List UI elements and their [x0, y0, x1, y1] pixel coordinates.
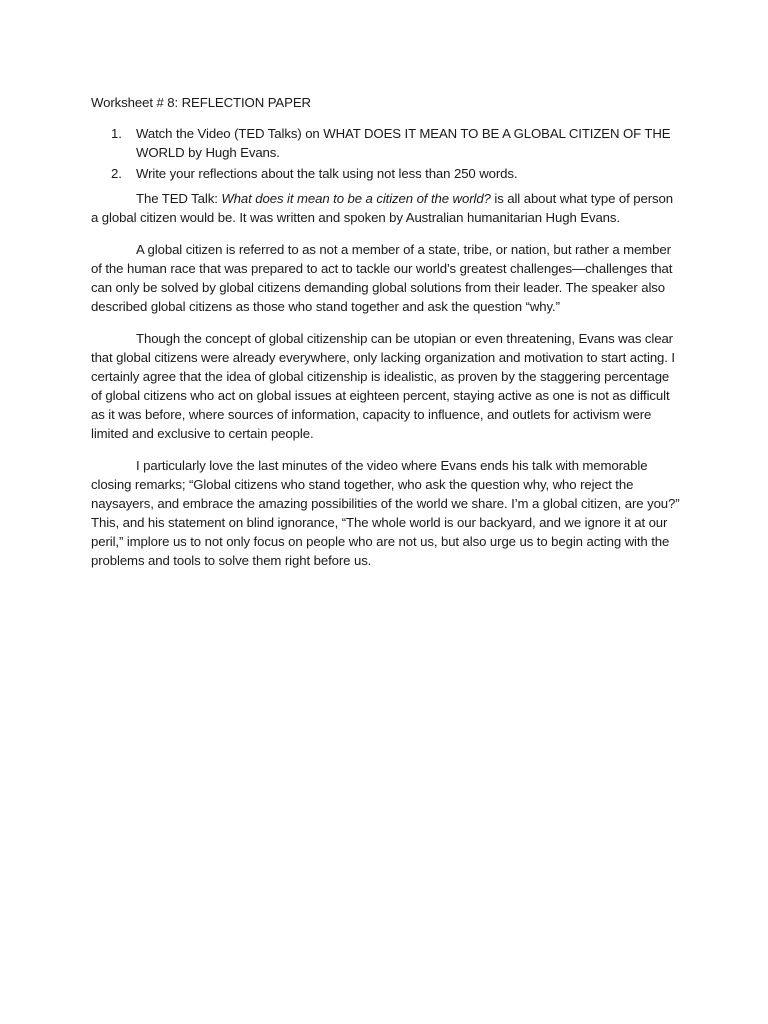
instruction-number: 2.: [111, 166, 122, 181]
instructions-list: [91, 124, 681, 183]
paragraph-intro-rest: is all about what type of person a global citizen would be. It was written and spoken by Australian humanitarian Hugh Evans.: [91, 191, 673, 225]
instruction-item: [91, 124, 681, 162]
instruction-number: 1.: [111, 126, 122, 141]
instruction-text: Write your reflections about the talk using not less than 250 words.: [136, 166, 518, 181]
document-body: [91, 93, 681, 583]
paragraph-intro-lead: The TED Talk:: [136, 191, 222, 206]
paragraph-intro: [91, 189, 681, 227]
instruction-item: [91, 164, 681, 183]
paragraph-definition: A global citizen is referred to as not a member of a state, tribe, or nation, but rather a member of the human race that was prepared to act to tackle our world’s greatest challenges—challenges that can only be solved by global citizens demanding global solutions from their leader. The speaker also described global citizens as those who stand together and ask the question “why.”: [91, 242, 673, 314]
paragraph-analysis: Though the concept of global citizenship can be utopian or even threatening, Evans was clear that global citizens were already everywhere, only lacking organization and motivation to start acting. I certainly agree that the idea of global citizenship is idealistic, as proven by the staggering percentage of global citizens who act on global issues at eighteen percent, staying active as one is not as difficult as it was before, where sources of information, capacity to influence, and outlets for activism were limited and exclusive to certain people.: [91, 331, 675, 441]
instruction-text: Watch the Video (TED Talks) on WHAT DOES IT MEAN TO BE A GLOBAL CITIZEN OF THE WORLD by Hugh Evans.: [136, 126, 671, 160]
worksheet-title: Worksheet # 8: REFLECTION PAPER: [91, 95, 311, 110]
talk-title: What does it mean to be a citizen of the world?: [221, 191, 491, 206]
paragraph-closing: I particularly love the last minutes of the video where Evans ends his talk with memorable closing remarks; “Global citizens who stand together, who ask the question why, who reject the naysayers, and embrace the amazing possibilities of the world we share. I’m a global citizen, are you?” This, and his statement on blind ignorance, “The whole world is our backyard, and we ignore it at our peril,” implore us to not only focus on people who are not us, but also urge us to begin acting with the problems and tools to solve them right before us.: [91, 458, 680, 568]
